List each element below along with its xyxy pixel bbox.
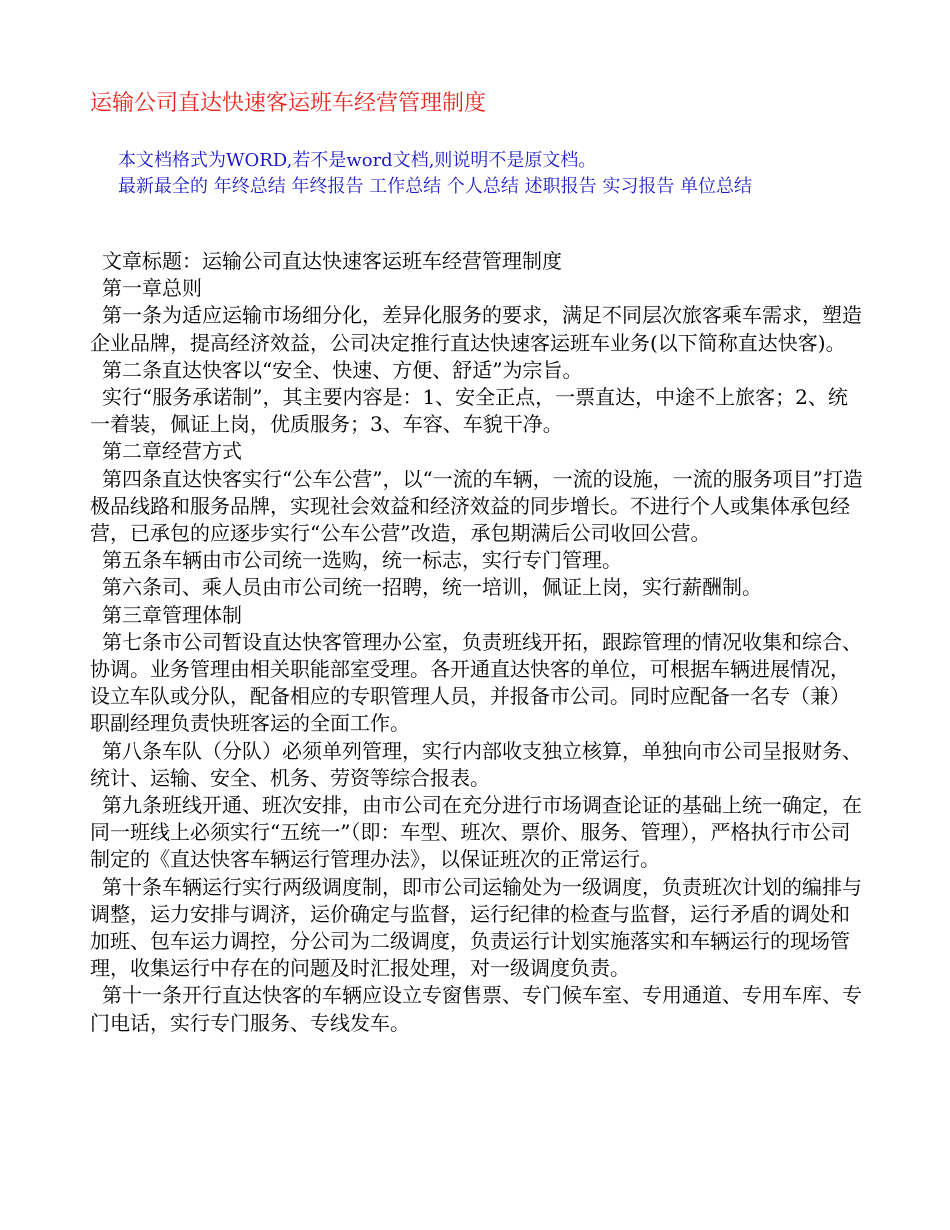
- article-paragraph: 第四条直达快客实行“公车公营”，以“一流的车辆，一流的设施，一流的服务项目”打造极品线路和服务品牌，实现社会效益和经济效益的同步增长。不进行个人或集体承包经营，已承包的应逐步实行“公车公营”改造，承包期满后公司收回公营。: [90, 466, 863, 546]
- chapter-heading: 第一章总则: [102, 276, 202, 301]
- article-paragraph: 第二条直达快客以“安全、快速、方便、舒适”为宗旨。: [102, 357, 583, 382]
- article-paragraph: 实行“服务承诺制”，其主要内容是：1、安全正点，一票直达，中途不上旅客；2、统一着装，佩证上岗，优质服务；3、车容、车貌干净。: [90, 385, 848, 437]
- article-paragraph: 第十一条开行直达快客的车辆应设立专窗售票、专门候车室、专用通道、专用车库、专门电话，实行专门服务、专线发车。: [90, 983, 862, 1035]
- notice-line-format: 本文档格式为WORD,若不是word文档,则说明不是原文档。: [118, 150, 597, 171]
- article-paragraph: 第五条车辆由市公司统一选购，统一标志，实行专门管理。: [102, 548, 622, 573]
- article-paragraph: 第十条车辆运行实行两级调度制，即市公司运输处为一级调度，负责班次计划的编排与调整，运力安排与调济，运价确定与监督，运行纪律的检查与监督，运行矛盾的调处和加班、包车运力调控，分公司为二级调度，负责运行计划实施落实和车辆运行的现场管理，收集运行中存在的问题及时汇报处理，对一级调度负责。: [90, 874, 862, 981]
- article-paragraph: 第九条班线开通、班次安排，由市公司在充分进行市场调查论证的基础上统一确定，在同一班线上必须实行“五统一”（即：车型、班次、票价、服务、管理），严格执行市公司制定的《直达快客车辆运行管理办法》，以保证班次的正常运行。: [90, 793, 862, 872]
- notice-line-categories: 最新最全的 年终总结 年终报告 工作总结 个人总结 述职报告 实习报告 单位总结: [118, 176, 753, 197]
- article-paragraph: 第六条司、乘人员由市公司统一招聘，统一培训，佩证上岗，实行薪酬制。: [102, 575, 762, 600]
- chapter-heading: 第二章经营方式: [102, 439, 242, 464]
- document-notice: [90, 148, 860, 200]
- article-paragraph: 第一条为适应运输市场细分化，差异化服务的要求，满足不同层次旅客乘车需求，塑造企业品牌，提高经济效益，公司决定推行直达快速客运班车业务(以下简称直达快客)。: [90, 303, 862, 355]
- document-title: 运输公司直达快速客运班车经营管理制度: [90, 91, 487, 116]
- article-paragraph: 第八条车队（分队）必须单列管理，实行内部收支独立核算，单独向市公司呈报财务、统计、运输、安全、机务、劳资等综合报表。: [90, 738, 862, 790]
- article-title-line: 文章标题：运输公司直达快速客运班车经营管理制度: [102, 249, 562, 273]
- article-paragraph: 第七条市公司暂设直达快客管理办公室，负责班线开拓，跟踪管理的情况收集和综合、协调。业务管理由相关职能部室受理。各开通直达快客的单位，可根据车辆进展情况，设立车队或分队，配备相应的专职管理人员，并报备市公司。同时应配备一名专（兼）职副经理负责快班客运的全面工作。: [90, 629, 862, 736]
- document-body: [90, 248, 866, 1037]
- chapter-heading: 第三章管理体制: [102, 602, 242, 627]
